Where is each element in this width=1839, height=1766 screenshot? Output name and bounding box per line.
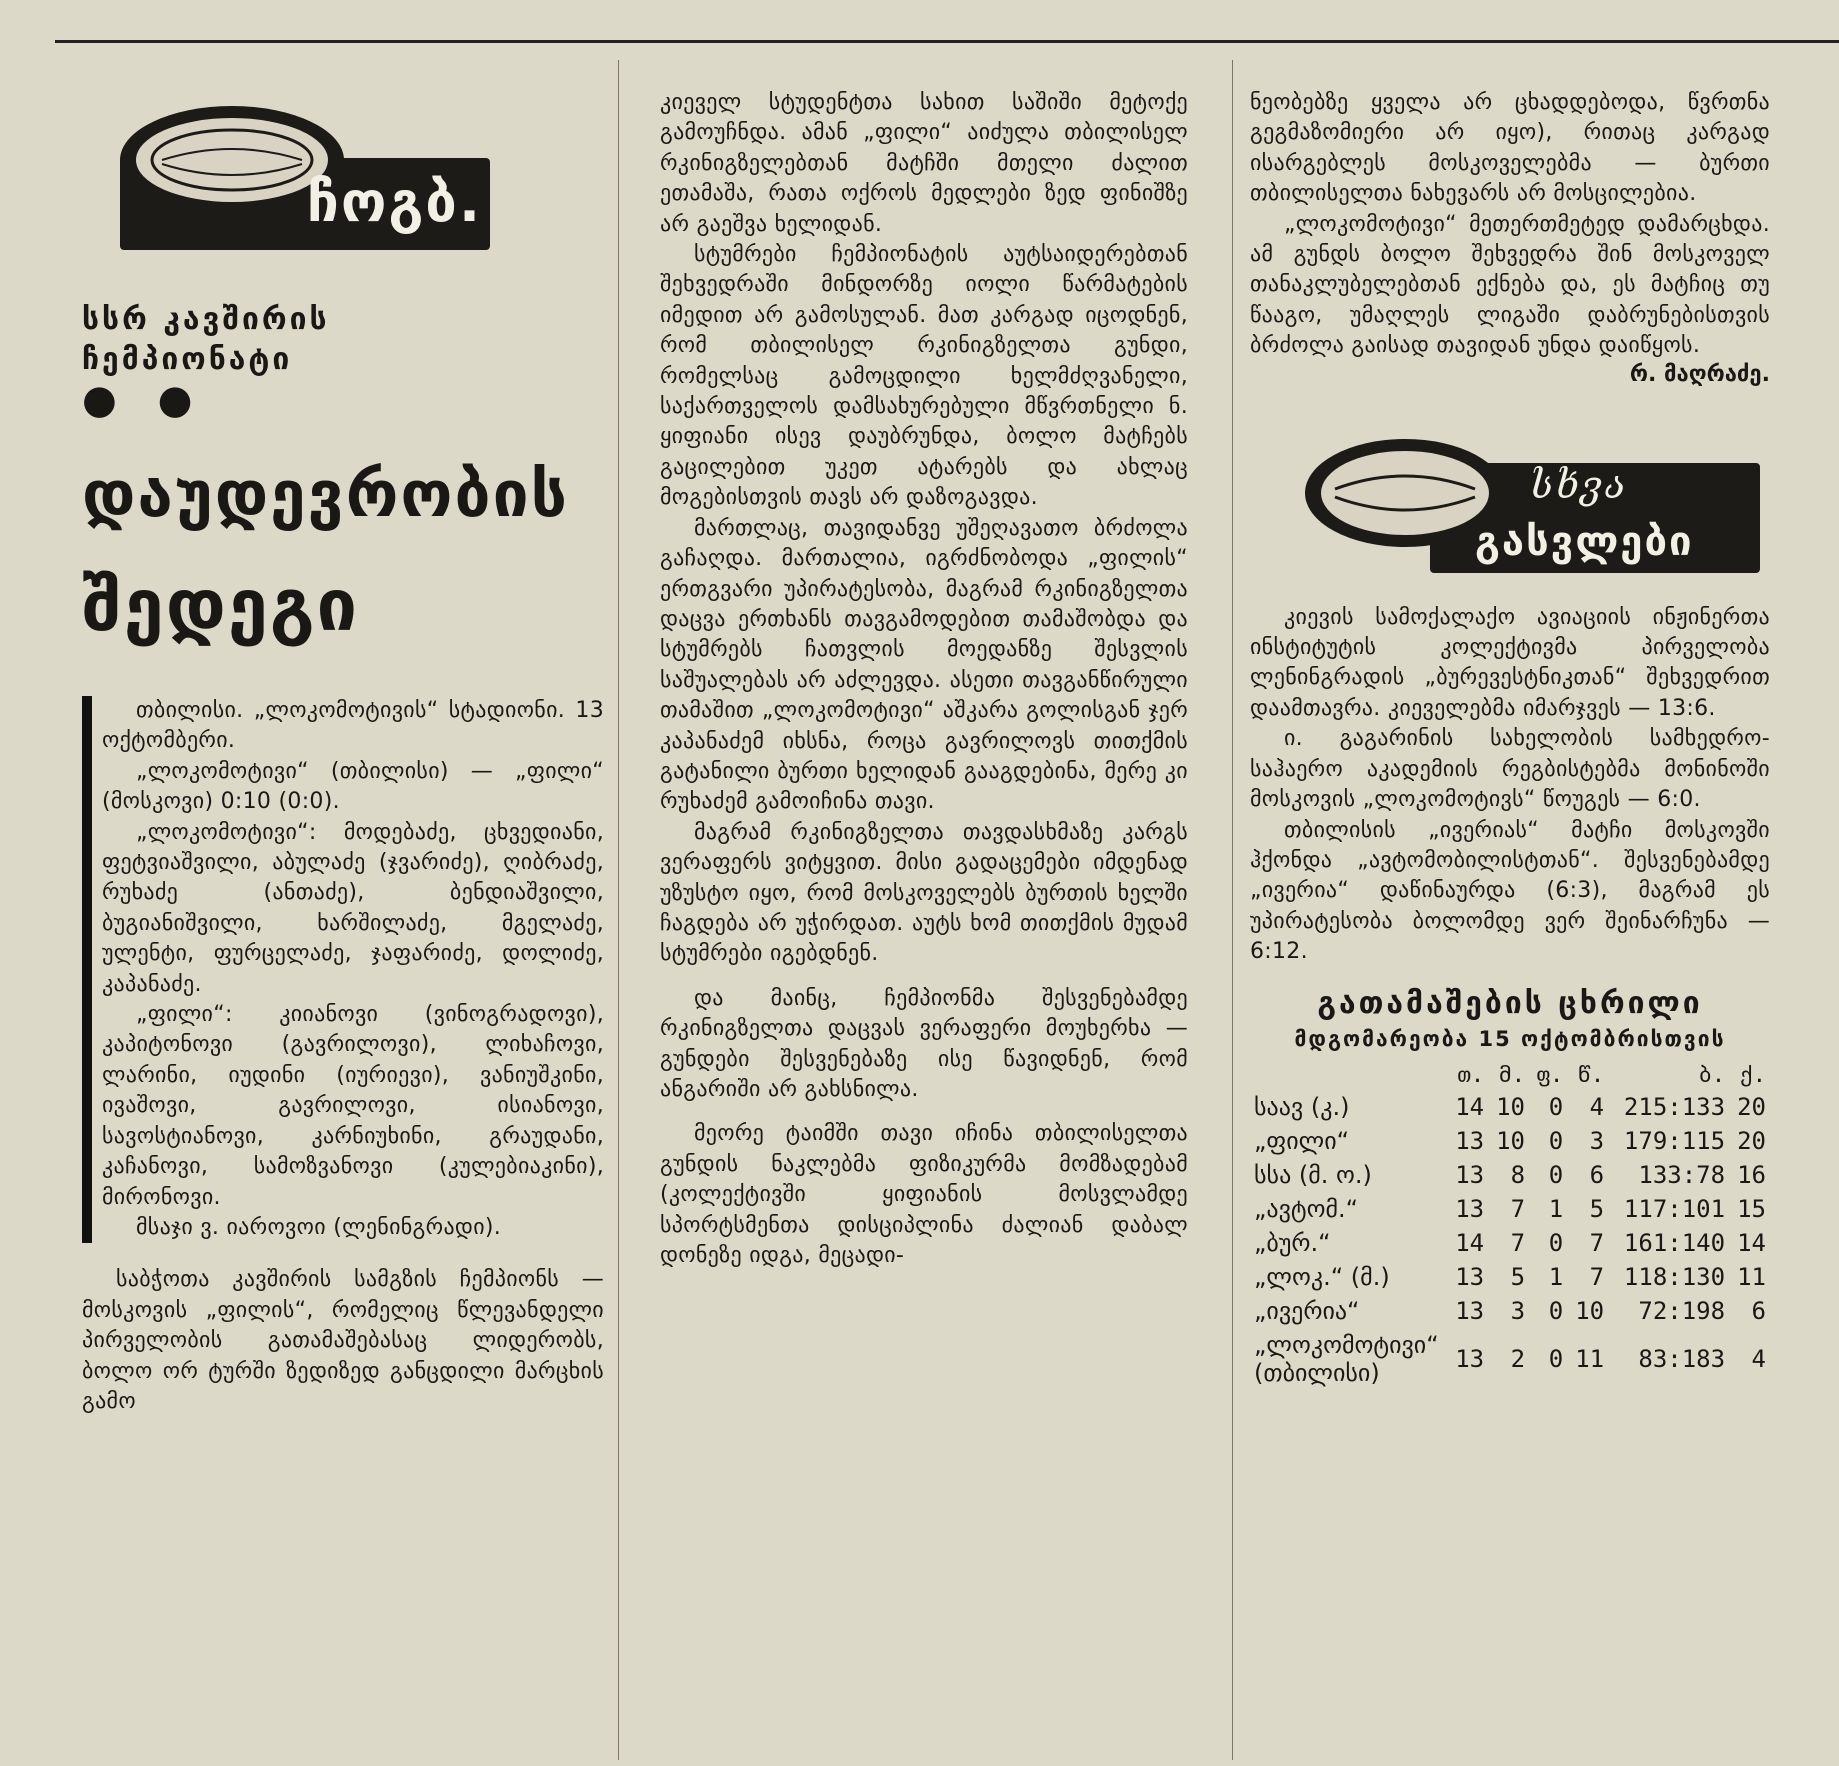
table-row <box>1250 1158 1770 1192</box>
stat-cell: 0 <box>1548 1126 1564 1155</box>
stat-cell: 3 <box>1510 1296 1526 1325</box>
match-facts-line: თბილისი. „ლოკომოტივის“ სტადიონი. 13 ოქტომბერი. <box>102 698 604 754</box>
logo-text: ჩოგბ. <box>307 170 483 235</box>
stat-cell: 13 <box>1455 1296 1485 1325</box>
left-column <box>82 60 604 1417</box>
stat-cell: 5 <box>1589 1194 1605 1223</box>
stat-cell: 2 <box>1510 1344 1526 1373</box>
stat-cell: 118:130 <box>1623 1262 1726 1291</box>
column-header: თ. <box>1457 1062 1485 1088</box>
stat-cell: 20 <box>1737 1092 1766 1121</box>
article-paragraph: მეორე ტაიმში თავი იჩინა თბილისელთა გუნდის ნაკლებმა ფიზიკურმა მომზადებამ (კოლექტივში ყიფიანის მოსვლამდე სპორტსმენთა დისციპლინა ძალიან დაბალ დონეზე იდგა, მეცადი- <box>660 1121 1188 1269</box>
match-facts-line: „ლოკომოტივი“: მოდებაძე, ცხვედიანი, ფეტვიაშვილი, აბულაძე (ჯვარიძე), ღიბრაძე, რუხაძე (ანთაძე), ბენდიაშვილი, ბუგიანიშვილი, ხარშილაძე, მგელაძე, ულენტი, ფურცელაძე, ჯაფარიძე, დოლიძე, კაპანაძე. <box>102 819 604 997</box>
stat-cell: 10 <box>1496 1126 1526 1155</box>
team-name-cell: „ავტომ.“ <box>1254 1194 1359 1223</box>
team-name-cell: საავ (კ.) <box>1254 1092 1350 1121</box>
stat-cell: 14 <box>1455 1092 1485 1121</box>
top-rule <box>55 40 1839 43</box>
stat-cell: 72:198 <box>1638 1296 1726 1325</box>
stat-cell: 6 <box>1589 1160 1605 1189</box>
stat-cell: 13 <box>1455 1194 1485 1223</box>
stat-cell: 0 <box>1548 1344 1564 1373</box>
table-subtitle: მდგომარეობა 15 ოქტომბრისთვის <box>1294 1026 1726 1051</box>
rugby-logo <box>82 100 604 250</box>
stat-cell: 13 <box>1455 1126 1485 1155</box>
byline: რ. მაღრაძე. <box>1629 361 1770 387</box>
stat-cell: 0 <box>1548 1160 1564 1189</box>
article-paragraph: ნეობებზე ყველა არ ცხადდებოდა, წვრთნა გეგმაზომიერი არ იყო), რითაც კარგად ისარგებლეს მოსკოველებმა — ბურთი თბილისელთა ნახევარს არ მოსცილებია. <box>1250 90 1770 207</box>
supertitle: ჩემპიონატი <box>82 342 293 377</box>
table-row <box>1250 1294 1770 1328</box>
table-row <box>1250 1226 1770 1260</box>
stat-cell: 0 <box>1548 1296 1564 1325</box>
column-header: წ. <box>1577 1062 1605 1088</box>
stat-cell: 13 <box>1455 1160 1485 1189</box>
article-paragraph: „ლოკომოტივი“ მეთერთმეტედ დამარცხდა. ამ გუნდს ბოლო შეხვედრა შინ მოსკოველ თანაკლუბელებთან ექნება და, ეს მატჩიც თუ წააგო, უმაღლეს ლიგაში დაბრუნებისთვის ბრძოლა გაისად თავიდან უნდა დაიწყოს. <box>1250 211 1770 359</box>
team-name-cell: სსა (მ. ო.) <box>1254 1160 1372 1189</box>
column-header: ფ. <box>1536 1062 1564 1088</box>
stat-cell: 215:133 <box>1623 1092 1726 1121</box>
article-paragraph: კიეველ სტუდენტთა სახით საშიში მეტოქე გამოუჩნდა. ამან „ფილი“ აიძულა თბილისელ რკინიგზელებთან მატჩში მთელი ძალით ეთამაშა, რათა ოქროს მედლები ზედ ფინიშზე არ გაეშვა ხელიდან. <box>660 90 1188 237</box>
stat-cell: 3 <box>1589 1126 1605 1155</box>
news-item: კიევის სამოქალაქო ავიაციის ინჟინერთა ინსტიტუტის კოლექტივმა პირველობა ლენინგრადის „ბურევესტნიკთან“ შეხვედრით დაამთავრა. კიეველებმა იმარჯვეს — 13:6. <box>1250 604 1770 721</box>
stat-cell: 11 <box>1575 1344 1605 1373</box>
news-item: ი. გაგარინის სახელობის სამხედრო-საჰაერო აკადემიის რეგბისტებმა მონინოში მოსკოვის „ლოკომოტივს“ წოუგეს — 6:0. <box>1250 726 1770 813</box>
column-divider <box>618 60 619 1760</box>
stat-cell: 14 <box>1455 1228 1485 1257</box>
stat-cell: 10 <box>1496 1092 1526 1121</box>
stat-cell: 10 <box>1575 1296 1605 1325</box>
stat-cell: 5 <box>1510 1262 1526 1291</box>
column-header: მ. <box>1498 1062 1526 1088</box>
team-name-cell: „ლოკ.“ (მ.) <box>1254 1262 1390 1291</box>
stat-cell: 14 <box>1737 1228 1766 1257</box>
article-paragraph: სტუმრები ჩემპიონატის აუტსაიდერებთან შეხვედრაში მინდორზე იოლი წარმატების იმედით არ გამოსულან. მათ კარგად იცოდნენ, რომ თბილისელ რკინიგზელთა გუნდი, რომელსაც გამოცდილი ხელმძღვანელი, საქართველოს დამსახურებული მწვრთნელი ნ. ყიფიანი ისევ დაუბრუნდა, ბოლო მატჩებს გაცილებით უკეთ ატარებს და ახლაც მოგებისთვის თავს არ დაზოგავდა. <box>660 242 1188 511</box>
stat-cell: 16 <box>1737 1160 1766 1189</box>
match-facts-line: „ფილი“: კიიანოვი (ვინოგრადოვი), კაპიტონოვი (გავრილოვი), ლიხაჩოვი, ლარინი, იუდინი (იურიევი), ვანიუშკინი, ივაშოვი, გავრილოვი, ისიანოვი, სავოსტიანოვი, კარნიუხინი, გრაუდანი, კაჩანოვი, სამოზვანოვი (კულებიაკინი), მირონოვი. <box>102 1002 604 1210</box>
team-name-cell: „ივერია“ <box>1254 1296 1360 1325</box>
rugby-logo <box>1300 423 1770 573</box>
stat-cell: 7 <box>1589 1262 1605 1291</box>
stat-cell: 133:78 <box>1638 1160 1726 1189</box>
column-header: ქ. <box>1739 1062 1766 1088</box>
stat-cell: 0 <box>1548 1092 1564 1121</box>
stat-cell: 83:183 <box>1638 1344 1726 1373</box>
headline: შედეგი <box>82 563 360 647</box>
article-paragraph: საბჭოთა კავშირის სამგზის ჩემპიონს — მოსკოვის „ფილის“, რომელიც წლევანდელი პირველობის გათამაშებასაც ლიდერობს, ბოლო ორ ტურში ზედიზედ განცდილი მარცხის გამო <box>82 1267 604 1414</box>
article-paragraph: მართლაც, თავიდანვე უშეღავათო ბრძოლა გაჩაღდა. მართალია, იგრძნობოდა „ფილის“ ერთგვარი უპირატესობა, მაგრამ რკინიგზელთა დაცვა ერთხანს თავგამოდებით თამაშობდა და სტუმრებს ჩათვლის მოედანზე შესვლის საშუალებას არ აძლევდა. ასეთი თავგანწირული თამაშით „ლოკომოტივი“ აშკარა გოლისგან ჯერ კაპანაძემ იხსნა, როცა გავრილოვს თითქმის გატანილი ბურთი ხელიდან გააგდებინა, მერე კი რუხაძემ გამოიჩინა თავი. <box>660 515 1188 815</box>
stat-cell: 7 <box>1589 1228 1605 1257</box>
stat-cell: 161:140 <box>1623 1228 1726 1257</box>
match-facts-line: „ლოკომოტივი“ (თბილისი) — „ფილი“ (მოსკოვი) 0:10 (0:0). <box>102 758 604 815</box>
stat-cell: 117:101 <box>1623 1194 1726 1223</box>
stat-cell: 15 <box>1737 1194 1766 1223</box>
middle-column <box>660 88 1188 1271</box>
team-name-cell: „ფილი“ <box>1254 1126 1350 1155</box>
article-paragraph: და მაინც, ჩემპიონმა შესვენებამდე რკინიგზელთა დაცვას ვერაფერი მოუხერხა — გუნდები შესვენებაზე ისე წავიდნენ, რომ ანგარიში არ გახსნილა. <box>660 985 1188 1102</box>
stat-cell: 4 <box>1751 1344 1766 1373</box>
logo-text: გასვლები <box>1475 518 1694 565</box>
stat-cell: 13 <box>1455 1344 1485 1373</box>
article-paragraph: მაგრამ რკინიგზელთა თავდასხმაზე კარგს ვერაფერს ვიტყვით. მისი გადაცემები იმდენად უზუსტო იყო, რომ მოსკოველებს ბურთის ხელში ჩაგდება არ უჭირდათ. აუტს ხომ თითქმის მუდამ სტუმრები იგებდნენ. <box>660 819 1188 967</box>
supertitle: სსრ კავშირის <box>82 302 330 337</box>
table-row <box>1250 1328 1770 1390</box>
table-title: გათამაშების ცხრილი <box>1317 985 1703 1021</box>
table-row <box>1250 1090 1770 1124</box>
table-row <box>1250 1124 1770 1158</box>
stat-cell: 11 <box>1737 1262 1766 1291</box>
standings-table <box>1250 1061 1770 1390</box>
news-item: თბილისის „ივერიას“ მატჩი მოსკოვში ჰქონდა „ავტომობილისტთან“. შესვენებამდე „ივერია“ დაწინაურდა (6:3), მაგრამ ეს უპირატესობა ბოლომდე ვერ შეინარჩუნა — 6:12. <box>1250 817 1770 965</box>
stat-cell: 13 <box>1455 1262 1485 1291</box>
headline: დაუდევრობის <box>82 458 569 532</box>
stat-cell: 8 <box>1510 1160 1526 1189</box>
table-row <box>1250 1260 1770 1294</box>
stat-cell: 7 <box>1510 1228 1526 1257</box>
table-body <box>1250 1090 1770 1390</box>
column-header <box>1250 1061 1447 1090</box>
stat-cell: 6 <box>1751 1296 1766 1325</box>
stat-cell: 4 <box>1589 1092 1605 1121</box>
match-facts-line: მსაჯი ვ. იაროვოი (ლენინგრადი). <box>136 1214 502 1240</box>
right-column <box>1250 88 1770 1390</box>
match-facts <box>82 696 604 1243</box>
column-divider <box>1232 60 1233 1760</box>
table-row <box>1250 1192 1770 1226</box>
stat-cell: 0 <box>1548 1228 1564 1257</box>
stat-cell: 1 <box>1548 1262 1564 1291</box>
logo-script-text: სხვა <box>1530 462 1628 507</box>
stat-cell: 179:115 <box>1623 1126 1726 1155</box>
team-name-cell: „ლოკომოტივი“ (თბილისი) <box>1254 1330 1439 1387</box>
team-name-cell: „ბურ.“ <box>1254 1228 1331 1257</box>
stat-cell: 7 <box>1510 1194 1526 1223</box>
stat-cell: 1 <box>1548 1194 1564 1223</box>
stat-cell: 20 <box>1737 1126 1766 1155</box>
table-header-row <box>1250 1061 1770 1090</box>
separator-dots: ● ● <box>82 377 207 423</box>
column-header: ბ. <box>1698 1062 1726 1088</box>
